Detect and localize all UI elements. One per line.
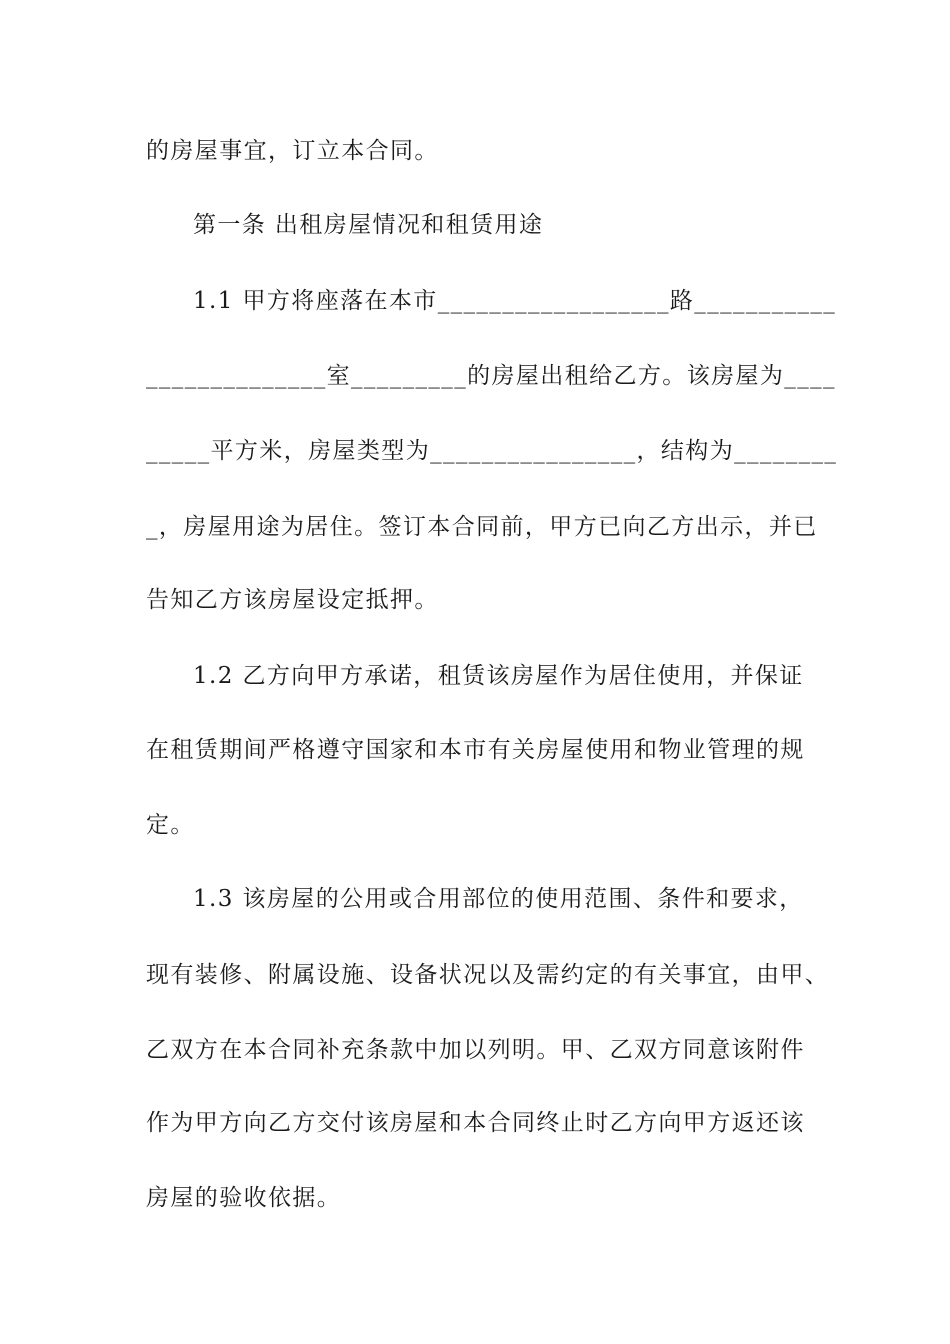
text-line: 定。 <box>146 812 195 838</box>
text-line: 告知乙方该房屋设定抵押。 <box>146 587 439 613</box>
text-line: 的房屋事宜，订立本合同。 <box>146 138 439 164</box>
text-line: 房屋的验收依据。 <box>146 1185 342 1211</box>
text-line: 乙双方在本合同补充条款中加以列明。甲、乙双方同意该附件 <box>146 1037 805 1063</box>
text-line: _____平方米，房屋类型为________________，结构为________ <box>146 438 838 464</box>
clause-1-3: 1.3 该房屋的公用或合用部位的使用范围、条件和要求， <box>193 886 804 912</box>
text-line: _，房屋用途为居住。签订本合同前，甲方已向乙方出示，并已 <box>146 514 818 540</box>
text-line: 现有装修、附属设施、设备状况以及需约定的有关事宜，由甲、 <box>146 962 830 988</box>
text-line: 作为甲方向乙方交付该房屋和本合同终止时乙方向甲方返还该 <box>146 1110 805 1136</box>
clause-1-2: 1.2 乙方向甲方承诺，租赁该房屋作为居住使用，并保证 <box>193 663 804 689</box>
text-line: ______________室_________的房屋出租给乙方。该房屋为____ <box>146 363 836 389</box>
text-line: 在租赁期间严格遵守国家和本市有关房屋使用和物业管理的规 <box>146 737 805 763</box>
clause-1-1: 1.1 甲方将座落在本市__________________路___________ <box>193 288 837 314</box>
article-heading: 第一条 出租房屋情况和租赁用途 <box>193 212 544 238</box>
